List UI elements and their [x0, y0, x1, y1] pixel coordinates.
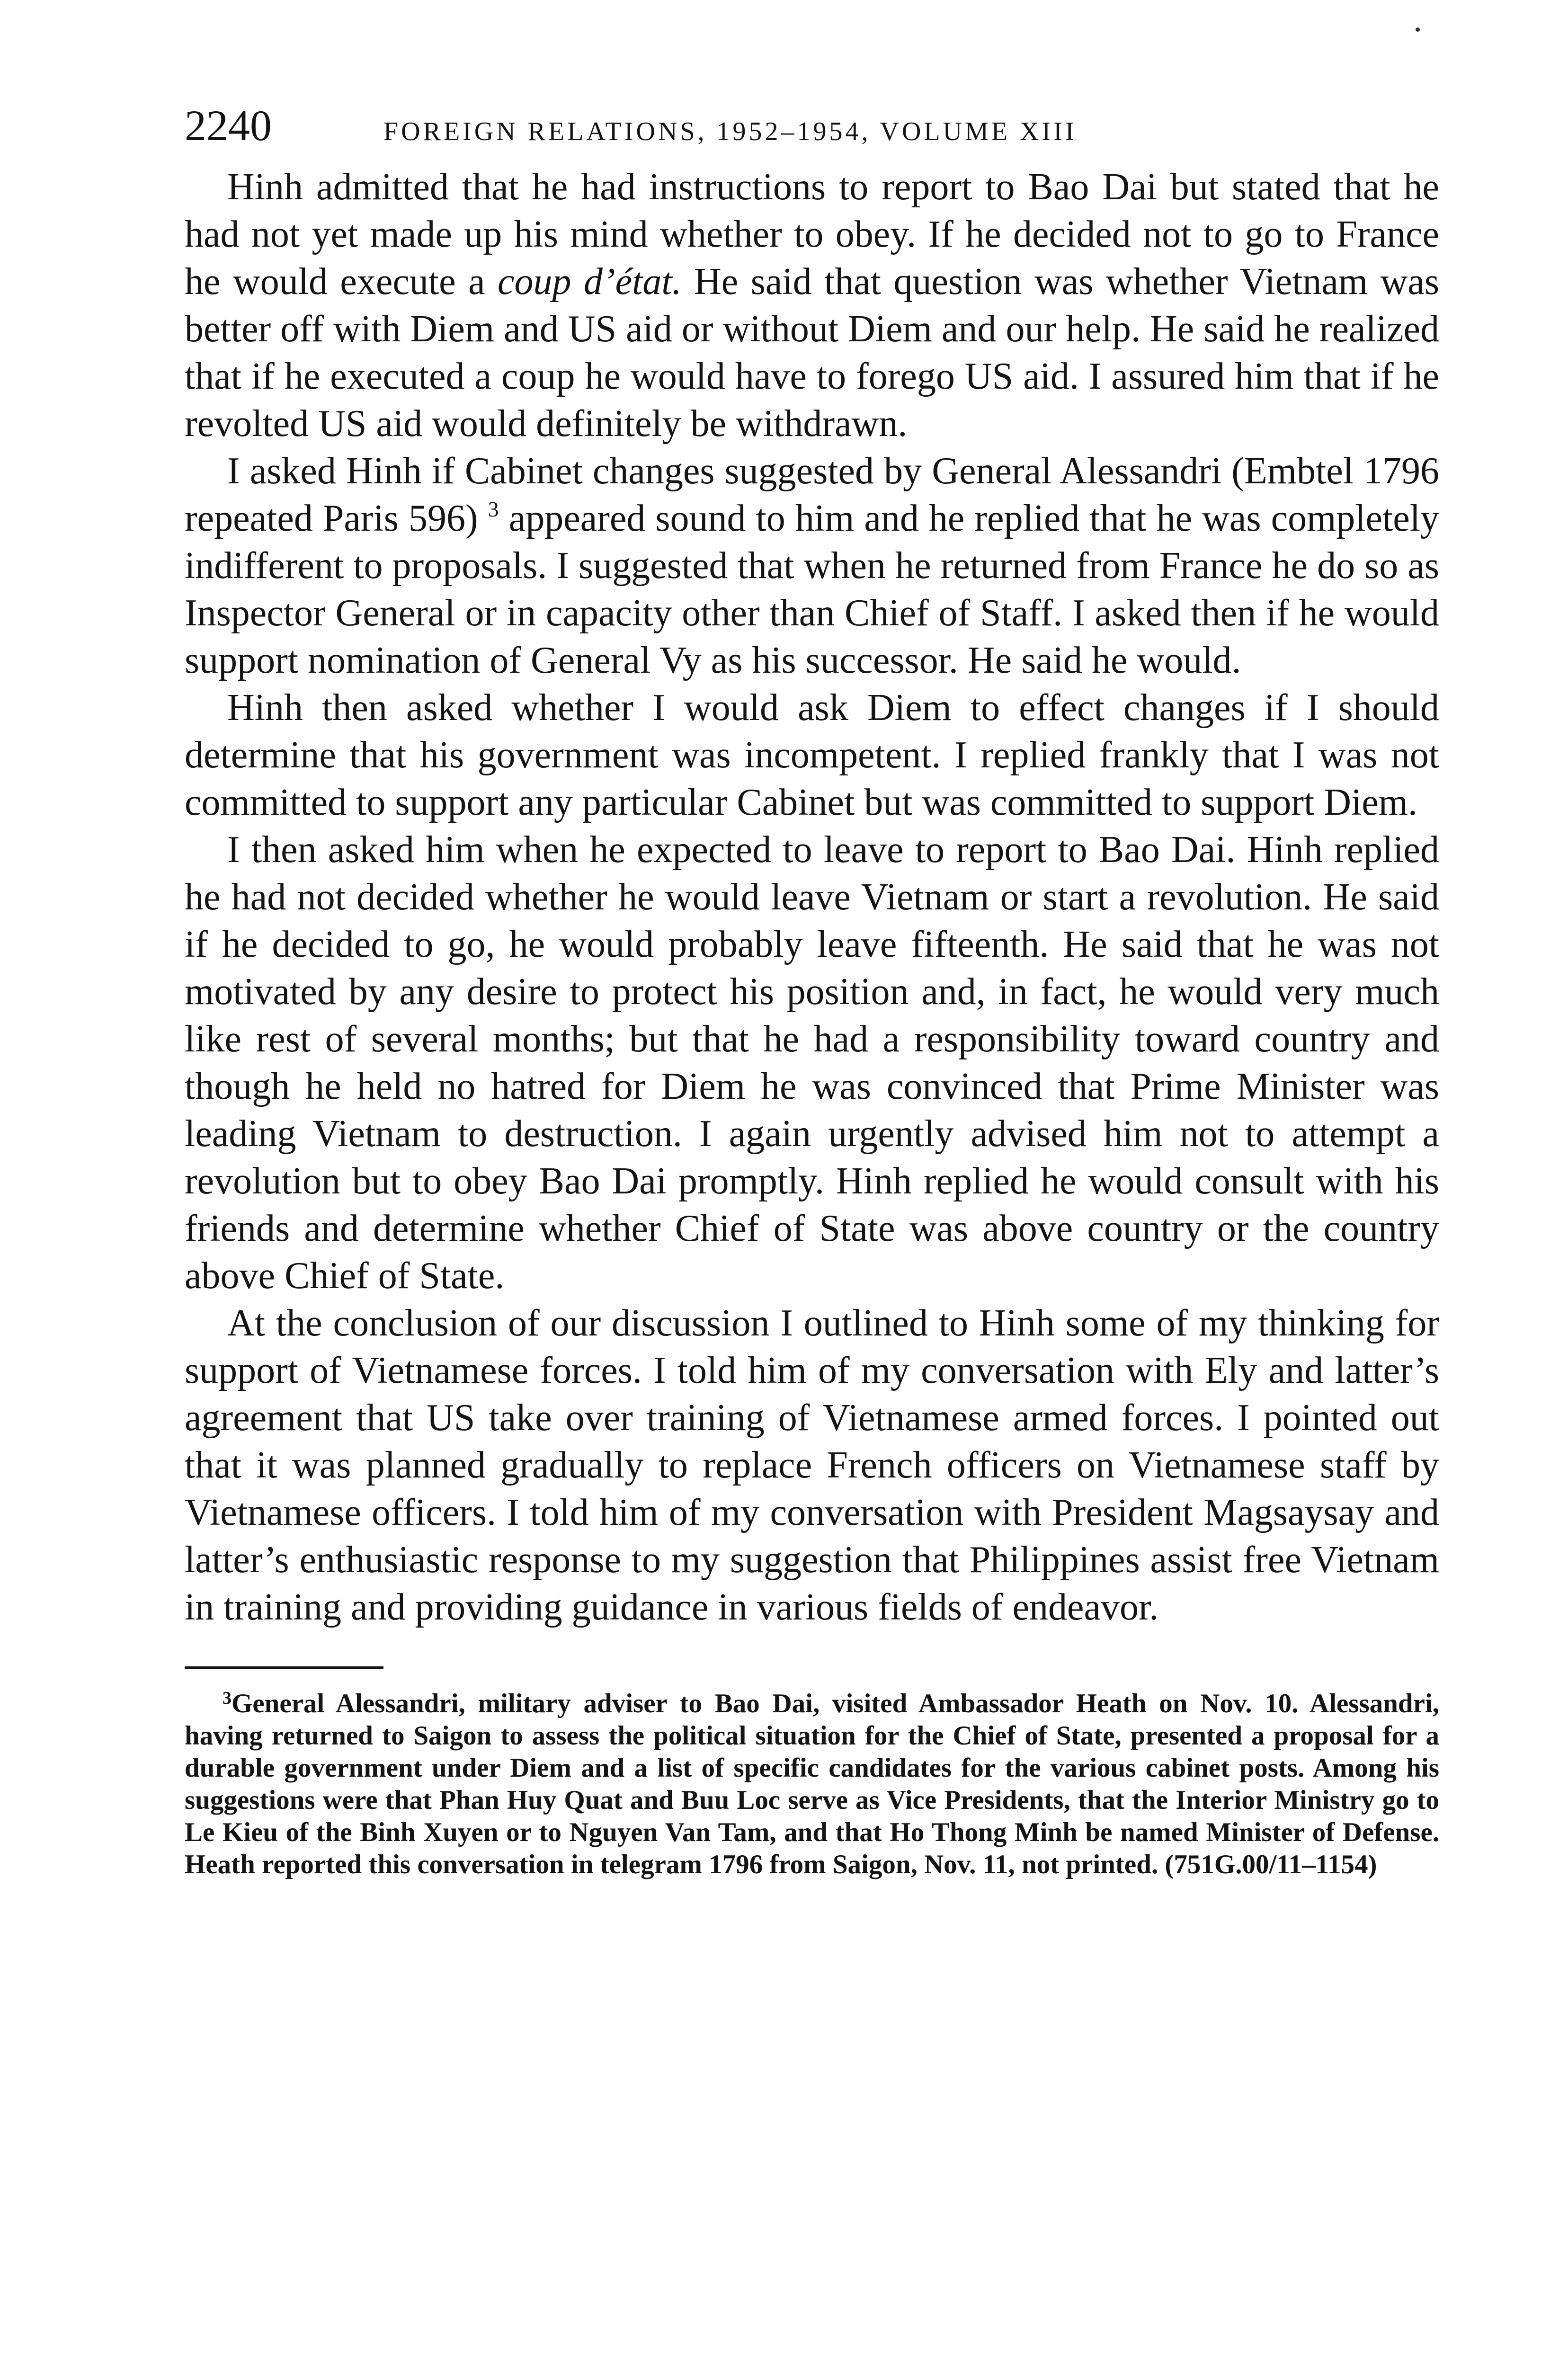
paragraph-4: I then asked him when he expected to leave to report to Bao Dai. Hinh replied he had not decided whether he would leave Vietnam or start a revolution. He said if he decided to go, he would probably leave fifteenth. He said that he was not motivated by any desire to protect his position and, in fact, he would very much like rest of several months; but that he had a responsibility toward country and though he held no hatred for Diem he was convinced that Prime Minister was leading Vietnam to destruction. I again urgently advised him not to attempt a revolution but to obey Bao Dai promptly. Hinh replied he would consult with his friends and determine whether Chief of State was above country or the country above Chief of State.: [185, 829, 1439, 1297]
paragraph-1-text-b: He said that question was whether Vietnam was better off with Diem and US aid or without Diem and our help. He said he realized that if he executed a coup he would have to forego US aid. I assured him that if he revolted US aid would definitely be withdrawn.: [185, 261, 1440, 445]
body-text: [185, 163, 1439, 1631]
paragraph-2-text-a: I asked Hinh if Cabinet changes suggested by General Alessandri (Embtel 1796 repeated Paris 596): [185, 450, 1439, 539]
paragraph-1: [185, 163, 1439, 447]
page-number: 2240: [185, 101, 272, 150]
page-header: [185, 102, 1439, 163]
paragraph-3: Hinh then asked whether I would ask Diem to effect changes if I should determine that his government was incompetent. I replied frankly that I was not committed to support any particular Cabinet but was committed to support Diem.: [185, 687, 1439, 823]
footnote-divider: [185, 1666, 383, 1669]
footnote: [185, 1688, 1439, 1881]
paragraph-1-text-a: Hinh admitted that he had instructions to report to Bao Dai but stated that he had not yet made up his mind whether to obey. If he decided not to go to France he would execute a: [185, 166, 1439, 303]
paragraph-2: [185, 447, 1439, 684]
document-page: [185, 102, 1439, 1881]
running-head: FOREIGN RELATIONS, 1952–1954, VOLUME XIII: [383, 117, 1077, 146]
footnote-reference: 3: [488, 497, 499, 521]
paragraph-5: At the conclusion of our discussion I outlined to Hinh some of my thinking for support of Vietnamese forces. I told him of my conversation with Ely and latter’s agreement that US take over training of Vietnamese armed forces. I pointed out that it was planned gradually to replace French officers on Vietnamese staff by Vietnamese officers. I told him of my conversation with President Magsaysay and latter’s enthusiastic response to my suggestion that Philippines assist free Vietnam in training and providing guidance in various fields of endeavor.: [185, 1302, 1439, 1628]
paragraph-1-italic: coup d’état.: [498, 261, 682, 303]
paragraph-2-text-b: appeared sound to him and he replied that he was completely indifferent to proposals. I suggested that when he returned from France he do so as Inspector General or in capacity other than Chief of Staff. I asked then if he would support nomination of General Vy as his successor. He said he would.: [185, 498, 1439, 681]
footnote-text: General Alessandri, military adviser to Bao Dai, visited Ambassador Heath on Nov. 10. Alessandri, having returned to Saigon to assess the political situation for the Chief of State, presented a proposal for a durable government under Diem and a list of specific candidates for the various cabinet posts. Among his suggestions were that Phan Huy Quat and Buu Loc serve as Vice Presidents, that the Interior Ministry go to Le Kieu of the Binh Xuyen or to Nguyen Van Tam, and that Ho Thong Minh be named Minister of Defense. Heath reported this conversation in telegram 1796 from Saigon, Nov. 11, not printed. (751G.00/11–1154): [185, 1689, 1439, 1879]
stray-mark: [1416, 27, 1420, 32]
footnote-mark: 3: [223, 1688, 232, 1708]
